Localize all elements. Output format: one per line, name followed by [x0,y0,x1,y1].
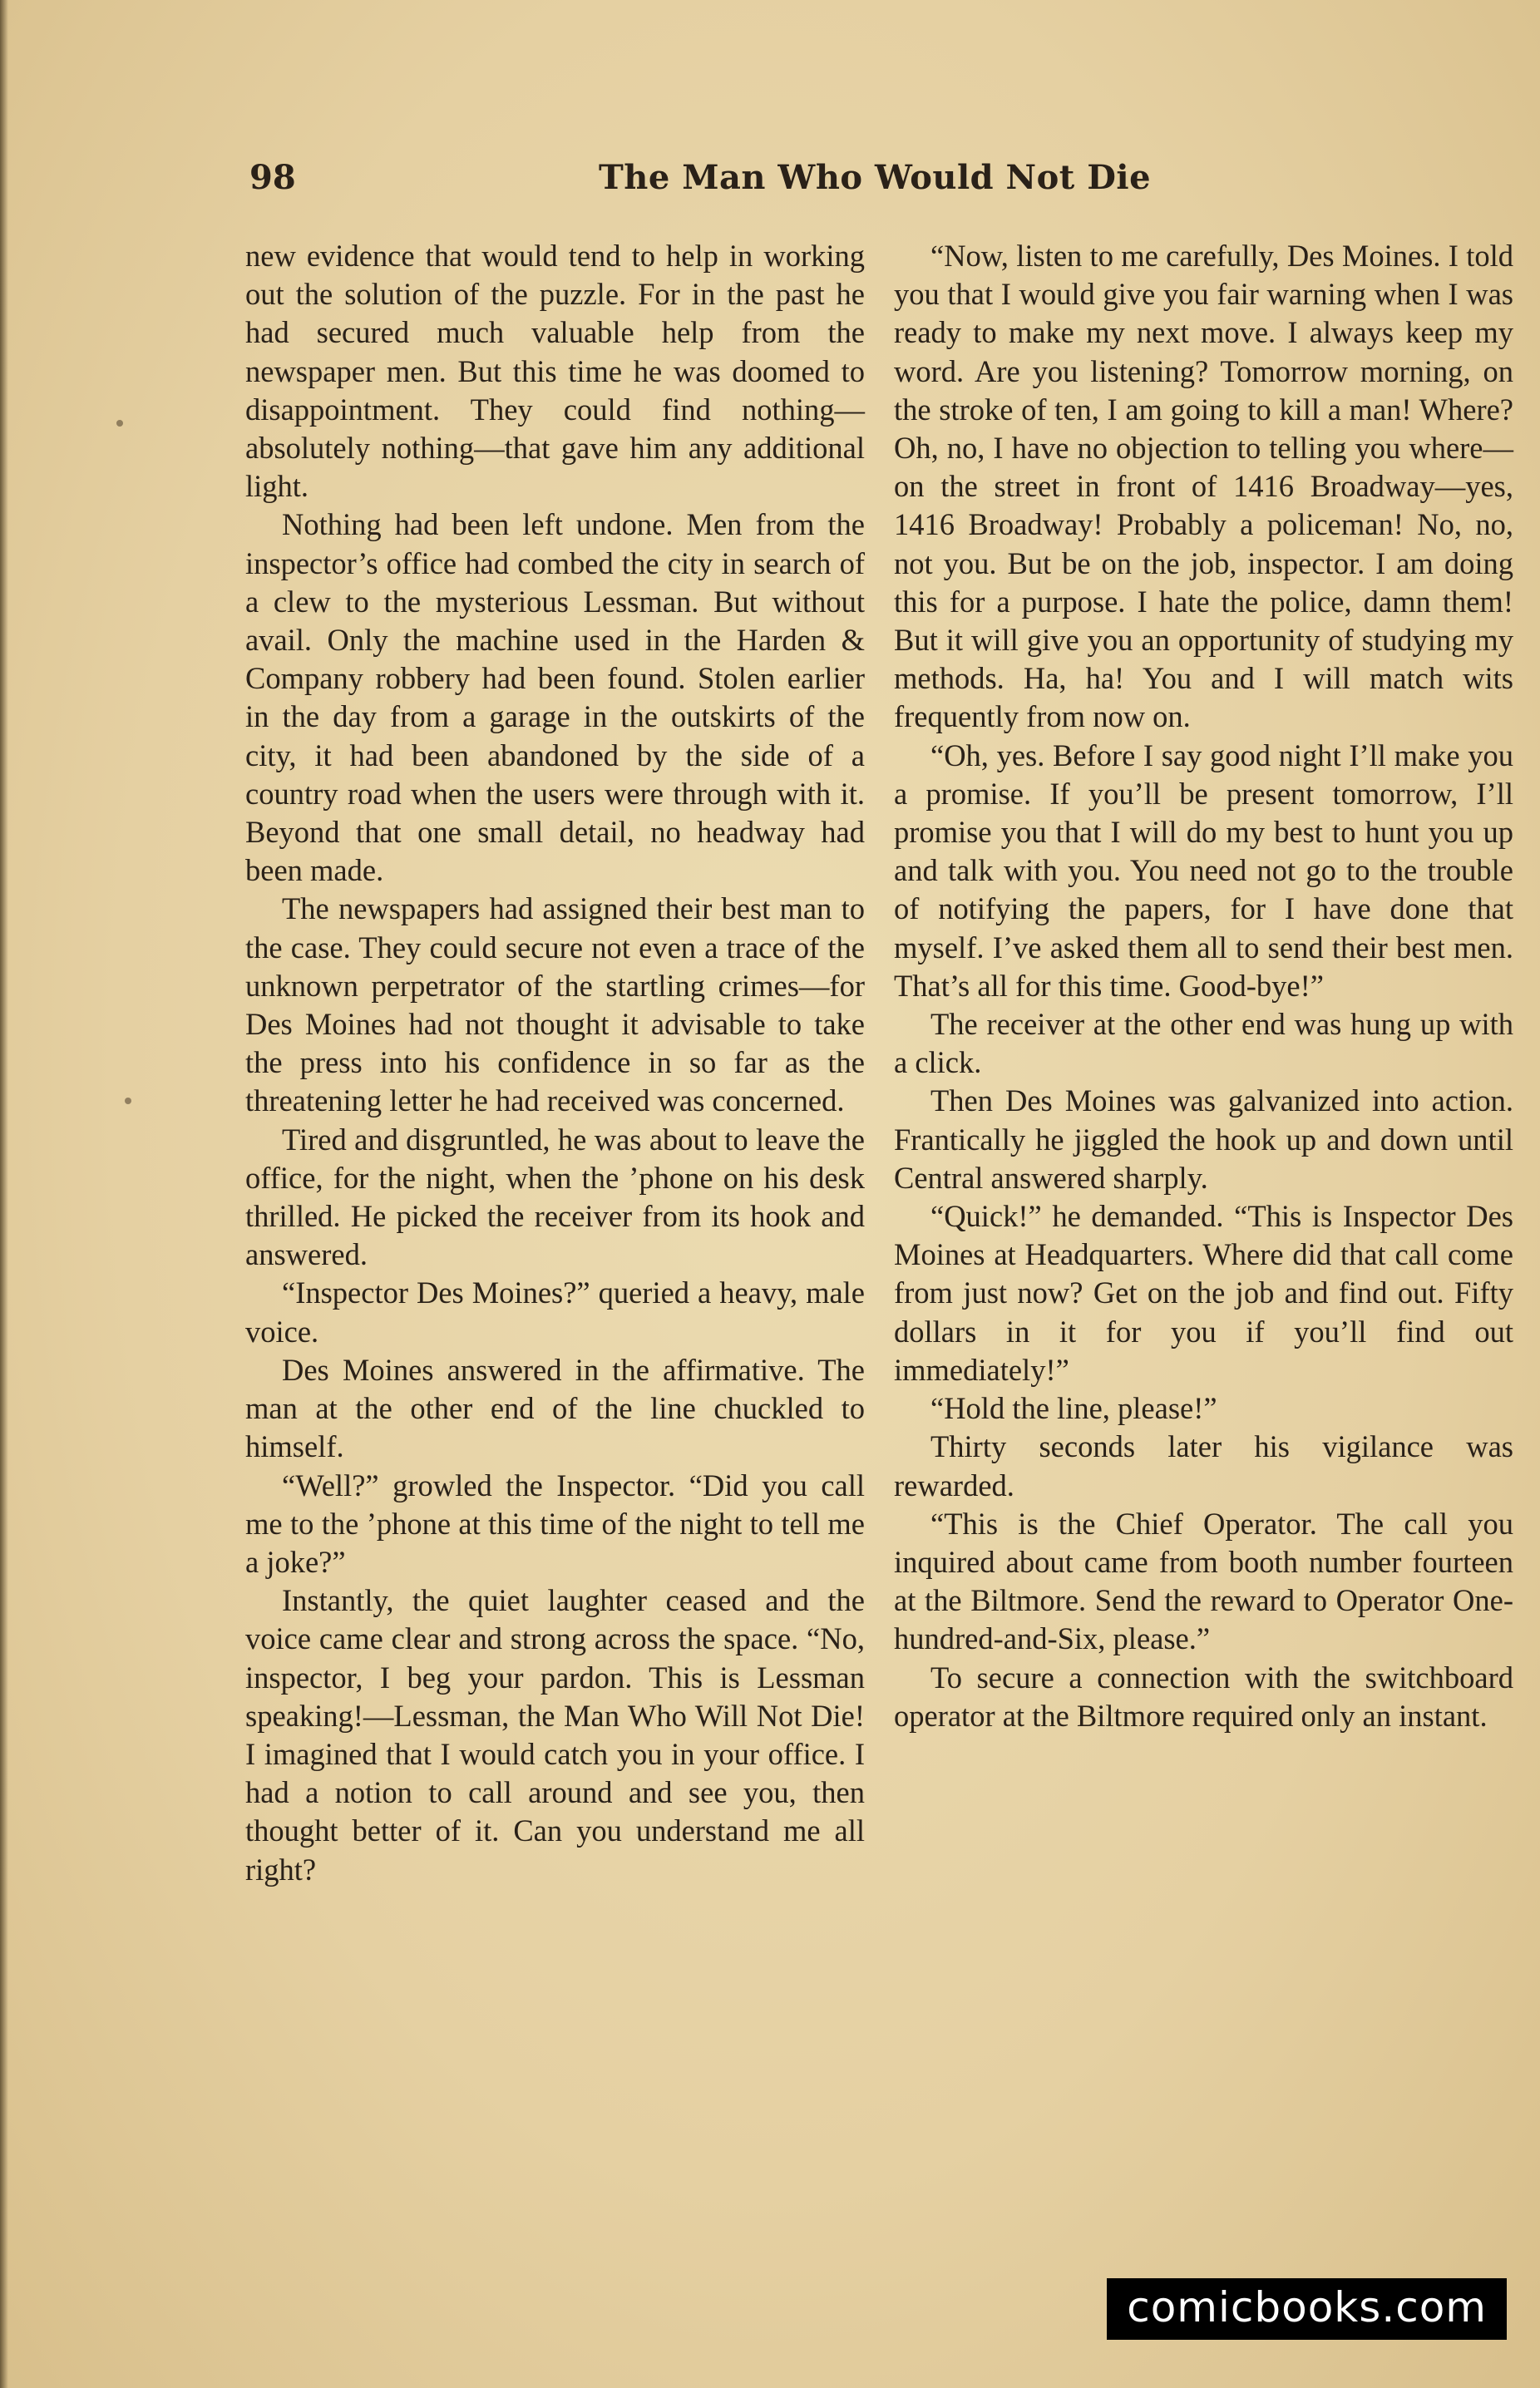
paragraph: “This is the Chief Operator. The call you inquired about came from booth number fourteen at the Biltmore. Send the reward to Operator One-hundred-and-Six, please.” [894,1506,1513,1656]
paper-speck [125,1098,131,1104]
paragraph: Des Moines answered in the affirmative. The man at the other end of the line chuckled to himself. [245,1352,865,1464]
right-text-column [894,237,1513,1735]
paragraph: The receiver at the other end was hung up with a click. [894,1007,1513,1080]
paragraph: Then Des Moines was galvanized into action. Frantically he jiggled the hook up and down until Central answered sharply. [894,1083,1513,1195]
paragraph: “Now, listen to me carefully, Des Moines. I told you that I would give you fair warning when I was ready to make my next move. I always keep my word. Are you listening? Tomorrow morning, on the stroke of ten, I am going to kill a man! Where? Oh, no, I have no objection to telling you where—on the street in front of 1416 Broadway—yes, 1416 Broadway! Probably a policeman! No, no, not you. But be on the job, inspector. I am doing this for a purpose. I hate the police, damn them! But it will give you an opportunity of studying my methods. Ha, ha! You and I will match wits frequently from now on. [894,239,1513,734]
paragraph: Tired and disgruntled, he was about to leave the office, for the night, when the ’phone on his desk thrilled. He picked the receiver from its hook and answered. [245,1122,865,1272]
page-number: 98 [249,158,296,197]
paper-speck [116,420,123,427]
paragraph: Instantly, the quiet laughter ceased and the voice came clear and strong across the space. “No, inspector, I beg your pardon. This is Lessman speaking!—Lessman, the Man Who Will Not Die! I imagined that I would catch you in your office. I had a notion to call around and see you, then thought better of it. Can you understand me all right? [245,1583,865,1887]
page-header [249,158,1497,208]
paragraph: “Oh, yes. Before I say good night I’ll make you a promise. If you’ll be present tomorrow, I’ll promise you that I will do my best to hunt you up and talk with you. You need not go to the trouble of notifying the papers, for I have done that myself. I’ve asked them all to send their best men. That’s all for this time. Good-bye!” [894,738,1513,1003]
paragraph: “Inspector Des Moines?” queried a heavy, male voice. [245,1275,865,1349]
paragraph: “Quick!” he demanded. “This is Inspector Des Moines at Headquarters. Where did that call come from just now? Get on the job and find out. Fifty dollars in it for you if you’ll find out immediately!” [894,1199,1513,1387]
watermark-logo: comicbooks.com [1107,2278,1507,2340]
page-spine-shadow [0,0,8,2388]
paragraph: “Well?” growled the Inspector. “Did you call me to the ’phone at this time of the night to tell me a joke?” [245,1468,865,1579]
paragraph: To secure a connection with the switchboard operator at the Biltmore required only an instant. [894,1660,1513,1733]
paragraph: The newspapers had assigned their best man to the case. They could secure not even a trace of the unknown perpetrator of the startling crimes—for Des Moines had not thought it advisable to take the press into his confidence in so far as the threatening letter he had received was concerned. [245,891,865,1118]
paragraph: Thirty seconds later his vigilance was rewarded. [894,1429,1513,1502]
left-text-column [245,237,865,1889]
running-title: The Man Who Would Not Die [599,158,1152,197]
paragraph: Nothing had been left undone. Men from the inspector’s office had combed the city in search of a clew to the mysterious Lessman. But without avail. Only the machine used in the Harden & Company robbery had been found. Stolen earlier in the day from a garage in the outskirts of the city, it had been abandoned by the side of a country road when the users were through with it. Beyond that one small detail, no headway had been made. [245,507,865,888]
paragraph: “Hold the line, please!” [930,1391,1217,1426]
paragraph: new evidence that would tend to help in working out the solution of the puzzle. For in the past he had secured much valuable help from the newspaper men. But this time he was doomed to disappointment. They could find nothing—absolutely nothing—that gave him any additional light. [245,239,865,504]
